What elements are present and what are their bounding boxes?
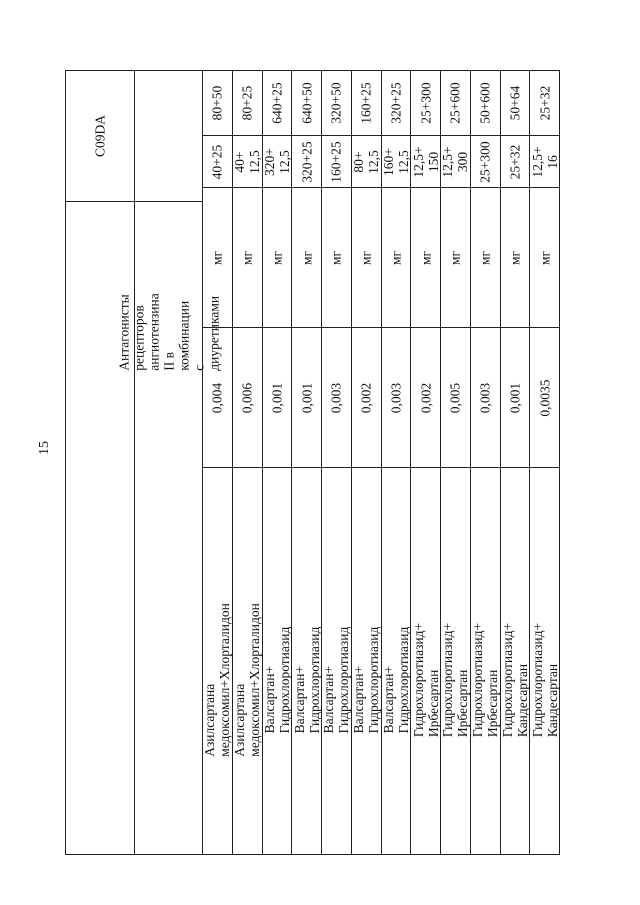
unit-cell <box>501 187 530 327</box>
value-text: 0,003 <box>388 382 404 413</box>
dose-a-cell <box>203 135 232 187</box>
dose-b-text: 50+64 <box>507 85 523 121</box>
unit-cell <box>530 187 559 327</box>
unit-cell <box>292 187 321 327</box>
dose-a-text: 80+ 12,5 <box>351 149 382 174</box>
dose-b-text: 80+50 <box>209 85 225 121</box>
value-cell <box>530 327 559 467</box>
dose-a-cell <box>471 135 500 187</box>
value-cell <box>263 327 292 467</box>
dose-a-cell <box>501 135 530 187</box>
code-text: C09DA <box>92 114 108 158</box>
value-text: 0,004 <box>209 382 225 413</box>
value-text: 0,003 <box>477 382 493 413</box>
dose-b-cell <box>471 71 500 135</box>
unit-text: мг <box>239 250 255 265</box>
dose-a-cell <box>322 135 351 187</box>
value-cell <box>441 327 470 467</box>
unit-cell <box>352 187 381 327</box>
value-text: 0,002 <box>418 382 434 413</box>
dose-a-text: 40+ 12,5 <box>232 149 263 174</box>
value-cell <box>203 327 232 467</box>
dose-a-text: 320+ 12,5 <box>261 147 292 176</box>
value-text: 0,001 <box>269 382 285 413</box>
dose-b-text: 50+600 <box>477 82 493 124</box>
table-row <box>470 71 500 854</box>
table-row <box>529 71 559 854</box>
drug-cell <box>233 467 262 854</box>
dose-b-cell <box>411 71 440 135</box>
drug-text: Гидрохлоротиазид+ Кандесартан <box>499 623 530 738</box>
dose-b-text: 160+25 <box>358 82 374 124</box>
dose-a-text: 40+25 <box>209 144 225 179</box>
dose-b-text: 640+50 <box>299 82 315 124</box>
unit-cell <box>411 187 440 327</box>
group-empty-cell <box>135 71 202 201</box>
value-cell <box>411 327 440 467</box>
drug-text: Гидрохлоротиазид+ Ирбесартан <box>440 623 471 738</box>
drug-cell <box>530 467 559 854</box>
table-row <box>232 71 262 854</box>
table-row <box>321 71 351 854</box>
unit-cell <box>203 187 232 327</box>
drug-text: Валсартан+ Гидрохлоротиазид <box>380 626 411 734</box>
unit-text: мг <box>269 250 285 265</box>
drug-text: Валсартан+ Гидрохлоротиазид <box>351 626 382 734</box>
dose-a-text: 12,5+ 16 <box>529 145 560 178</box>
value-text: 0,0035 <box>537 378 553 417</box>
table-row <box>410 71 440 854</box>
drug-cell <box>471 467 500 854</box>
table-row <box>500 71 530 854</box>
unit-cell <box>441 187 470 327</box>
drug-text: Гидрохлоротиазид+ Ирбесартан <box>470 623 501 738</box>
dose-b-text: 320+50 <box>328 82 344 124</box>
dose-a-text: 12,5+ 300 <box>440 145 471 178</box>
dose-a-text: 320+25 <box>299 140 315 183</box>
unit-text: мг <box>507 250 523 265</box>
dose-a-cell <box>441 135 470 187</box>
value-text: 0,001 <box>299 382 315 413</box>
unit-cell <box>471 187 500 327</box>
dose-a-cell <box>263 135 292 187</box>
value-text: 0,003 <box>328 382 344 413</box>
drug-text: Валсартан+ Гидрохлоротиазид <box>321 626 352 734</box>
dose-b-cell <box>530 71 559 135</box>
dosage-table <box>65 70 560 855</box>
dose-b-cell <box>263 71 292 135</box>
unit-cell <box>233 187 262 327</box>
dose-a-cell <box>530 135 559 187</box>
table-row <box>202 71 232 854</box>
dose-b-cell <box>352 71 381 135</box>
dose-b-cell <box>203 71 232 135</box>
value-cell <box>322 327 351 467</box>
value-text: 0,005 <box>447 382 463 413</box>
dose-b-cell <box>501 71 530 135</box>
table-row <box>262 71 292 854</box>
dose-b-cell <box>233 71 262 135</box>
table-row <box>351 71 381 854</box>
drug-text: Гидрохлоротиазид+ Кандесартан <box>529 623 560 738</box>
dose-a-text: 160+25 <box>328 140 344 183</box>
dose-a-cell <box>233 135 262 187</box>
unit-text: мг <box>299 250 315 265</box>
value-cell <box>352 327 381 467</box>
unit-text: мг <box>447 250 463 265</box>
unit-text: мг <box>388 250 404 265</box>
drug-text: Азилсартана медоксомил+Хлорталидон <box>202 603 233 758</box>
drug-text: Валсартан+ Гидрохлоротиазид <box>291 626 322 734</box>
drug-text: Валсартан+ Гидрохлоротиазид <box>261 626 292 734</box>
value-text: 0,002 <box>358 382 374 413</box>
table-row <box>440 71 470 854</box>
drug-cell <box>263 467 292 854</box>
dose-b-text: 25+300 <box>418 82 434 124</box>
unit-text: мг <box>209 250 225 265</box>
dose-b-cell <box>322 71 351 135</box>
value-cell <box>292 327 321 467</box>
unit-cell <box>263 187 292 327</box>
drug-cell <box>322 467 351 854</box>
drug-text: Азилсартана медоксомил+Хлорталидон <box>232 603 263 758</box>
value-cell <box>471 327 500 467</box>
dose-a-text: 25+32 <box>507 144 523 179</box>
dose-b-text: 25+600 <box>447 82 463 124</box>
value-cell <box>501 327 530 467</box>
dose-b-cell <box>292 71 321 135</box>
unit-cell <box>382 187 411 327</box>
dose-a-text: 160+ 12,5 <box>380 147 411 176</box>
code-column <box>66 71 134 854</box>
unit-cell <box>322 187 351 327</box>
table-row <box>381 71 411 854</box>
drug-cell <box>203 467 232 854</box>
code-cell <box>66 71 134 201</box>
dose-b-cell <box>382 71 411 135</box>
dose-a-cell <box>411 135 440 187</box>
value-text: 0,001 <box>507 382 523 413</box>
drug-cell <box>292 467 321 854</box>
dose-b-text: 640+25 <box>269 82 285 124</box>
value-cell <box>382 327 411 467</box>
dose-a-cell <box>292 135 321 187</box>
dose-a-text: 25+300 <box>477 140 493 183</box>
dose-a-text: 12,5+ 150 <box>410 145 441 178</box>
dose-a-cell <box>352 135 381 187</box>
dose-b-text: 25+32 <box>537 85 553 121</box>
dose-a-cell <box>382 135 411 187</box>
group-text: Антагонисты рецепторов ангиотензина II в комбинации с диуретиками <box>116 293 221 372</box>
drug-cell <box>411 467 440 854</box>
drug-text: Гидрохлоротиазид+ Ирбесартан <box>410 623 441 738</box>
unit-text: мг <box>328 250 344 265</box>
page-number: 15 <box>37 441 52 455</box>
dose-b-text: 80+25 <box>239 85 255 121</box>
drug-cell <box>441 467 470 854</box>
drug-cell <box>382 467 411 854</box>
value-cell <box>233 327 262 467</box>
dose-b-cell <box>441 71 470 135</box>
unit-text: мг <box>358 250 374 265</box>
unit-text: мг <box>537 250 553 265</box>
drug-cell <box>352 467 381 854</box>
unit-text: мг <box>477 250 493 265</box>
drug-cell <box>501 467 530 854</box>
dose-b-text: 320+25 <box>388 82 404 124</box>
unit-text: мг <box>418 250 434 265</box>
table-row <box>291 71 321 854</box>
value-text: 0,006 <box>239 382 255 413</box>
